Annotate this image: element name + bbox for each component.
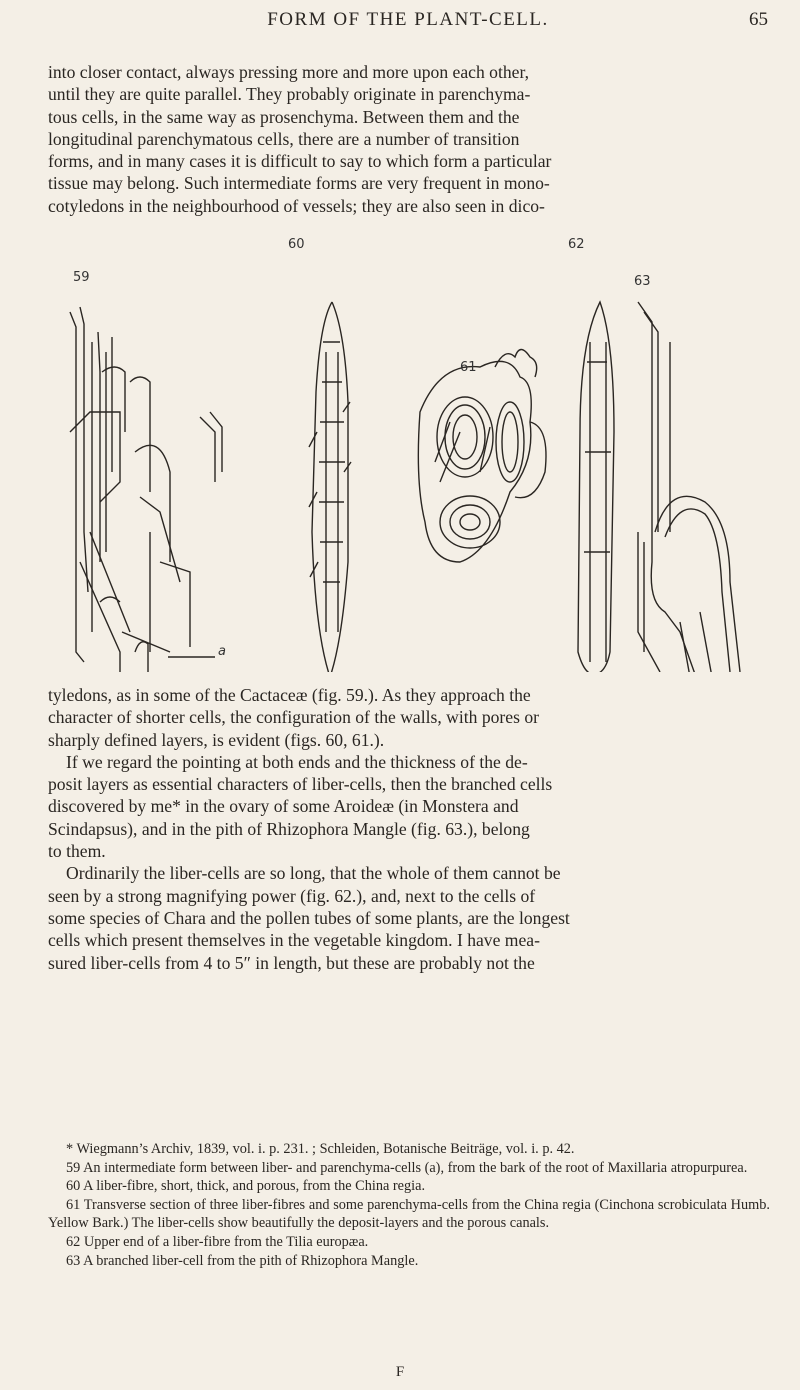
body-paragraph-main: [48, 684, 770, 974]
text-line: some species of Chara and the pollen tubes of some plants, are the longest: [48, 907, 570, 928]
text-line: to them.: [48, 841, 106, 862]
footnote: 63 A branched liber-cell from the pith of Rhizophora Mangle.: [66, 1252, 419, 1269]
text-line: posit layers as essential characters of liber-cells, then the branched cells: [48, 774, 553, 795]
fig59-a-label: a: [218, 644, 226, 659]
running-title: FORM OF THE PLANT-CELL.: [267, 9, 549, 30]
text-line: longitudinal parenchymatous cells, there are a number of transition: [48, 128, 520, 149]
text-line: into closer contact, always pressing more and more upon each other,: [48, 62, 530, 82]
text-line: If we regard the pointing at both ends and the thickness of the de-: [66, 751, 528, 772]
footnote: 60 A liber-fibre, short, thick, and porous, from the China regia.: [66, 1178, 426, 1195]
body-paragraph-top: [48, 61, 770, 217]
botanical-figure-plate: [40, 232, 780, 672]
fig61-drawing: [418, 350, 546, 563]
text-line: forms, and in many cases it is difficult to say to which form a particular: [48, 151, 552, 172]
figure-illustration: [40, 232, 780, 672]
running-header: [48, 6, 768, 36]
fig63-drawing: [638, 302, 740, 672]
fig62-drawing: [578, 302, 614, 672]
text-line: discovered by me* in the ovary of some Aroideæ (in Monstera and: [48, 796, 519, 817]
fig60-drawing: [309, 302, 351, 672]
text-line: tissue may belong. Such intermediate forms are very frequent in mono-: [48, 173, 550, 194]
fig61-label: 61: [460, 360, 477, 375]
footnote: 62 Upper end of a liber-fibre from the Tilia europæa.: [66, 1233, 369, 1250]
text-line: seen by a strong magnifying power (fig. 62.), and, next to the cells of: [48, 885, 536, 906]
text-line: Ordinarily the liber-cells are so long, that the whole of them cannot be: [66, 863, 561, 884]
fig59-drawing: [70, 307, 222, 672]
text-line: Scindapsus), and in the pith of Rhizophora Mangle (fig. 63.), belong: [48, 818, 530, 839]
text-line: tyledons, as in some of the Cactaceæ (fig. 59.). As they approach the: [48, 685, 531, 705]
text-line: cells which present themselves in the vegetable kingdom. I have mea-: [48, 930, 540, 951]
fig63-label: 63: [634, 274, 651, 289]
text-line: until they are quite parallel. They probably originate in parenchyma-: [48, 84, 531, 105]
fig60-label: 60: [288, 237, 305, 252]
page-number: 65: [749, 9, 768, 30]
fig62-label: 62: [568, 237, 585, 252]
footnote: 59 An intermediate form between liber- and parenchyma-cells (a), from the bark of the root of Maxillaria atropurpurea.: [66, 1159, 748, 1176]
text-line: character of shorter cells, the configuration of the walls, with pores or: [48, 707, 539, 728]
footnote: 61 Transverse section of three liber-fibres and some parenchyma-cells from the China regia (Cinchona scrobiculata Humb. Yellow Bark.) The liber-cells show beautifully the deposit-layers and the porous canals.: [48, 1196, 770, 1232]
signature-mark: F: [395, 1364, 405, 1380]
footnote: * Wiegmann’s Archiv, 1839, vol. i. p. 231. ; Schleiden, Botanische Beiträge, vol. i. p. 42.: [66, 1141, 575, 1157]
fig59-label: 59: [73, 270, 90, 285]
text-line: sured liber-cells from 4 to 5″ in length, but these are probably not the: [48, 952, 535, 973]
text-line: tous cells, in the same way as prosenchyma. Between them and the: [48, 106, 520, 127]
text-line: cotyledons in the neighbourhood of vessels; they are also seen in dico-: [48, 195, 545, 216]
text-line: sharply defined layers, is evident (figs. 60, 61.).: [48, 729, 385, 750]
footnotes: [48, 1140, 770, 1270]
